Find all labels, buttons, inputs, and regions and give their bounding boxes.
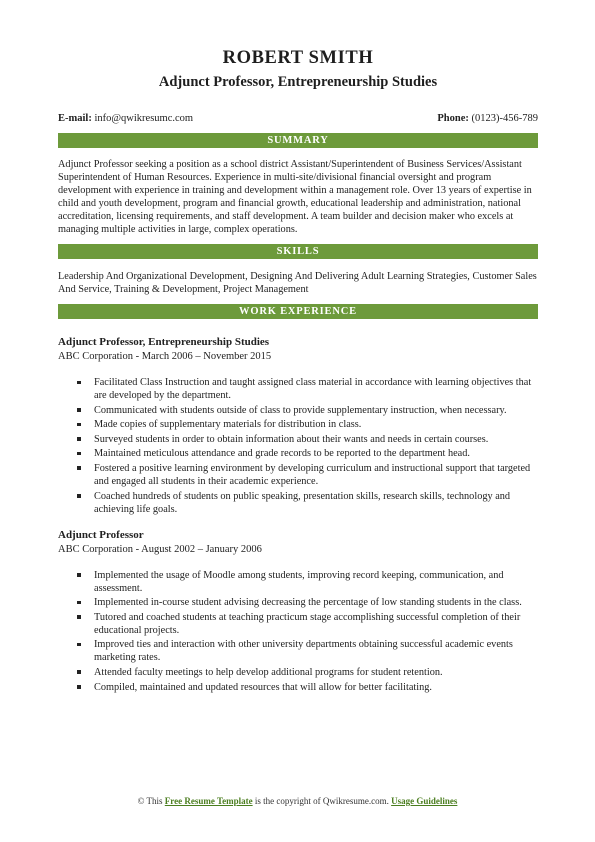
job-bullet: Implemented the usage of Moodle among students, improving record keeping, communication, and assessment. xyxy=(94,569,538,595)
job-bullet: Communicated with students outside of class to provide supplementary instruction, when necessary. xyxy=(94,404,538,417)
job-bullet: Fostered a positive learning environment by developing curriculum and instructional support that targeted and engaged all students in their academic experience. xyxy=(94,462,538,488)
job-entry xyxy=(58,528,538,694)
candidate-title: Adjunct Professor, Entrepreneurship Studies xyxy=(158,74,438,90)
contact-row xyxy=(58,112,538,126)
summary-text: Adjunct Professor seeking a position as a school district Assistant/Superintendent of Business Services/Assistant Superintendent of Human Resources. Experience in multi-site/divisional financial oversight and program development with experience in training and development within a management role. Over 13 years of expertise in child and youth development, program and financial growth, educational leadership and administration, national accreditation, licensing requirements, and staff development. A team builder and decision maker who excels at managing multiple activities in large, complex operations. xyxy=(58,159,532,235)
free-resume-template-link[interactable]: Free Resume Template xyxy=(164,796,253,806)
candidate-name: ROBERT SMITH xyxy=(222,48,374,68)
job-bullet: Attended faculty meetings to help develop additional programs for student retention. xyxy=(94,666,538,679)
job-company-dates: ABC Corporation - August 2002 – January 2006 xyxy=(58,543,262,555)
summary-heading: SUMMARY xyxy=(58,133,538,148)
phone-value: (0123)-456-789 xyxy=(471,113,538,124)
copyright-footer xyxy=(0,795,595,807)
job-company-dates: ABC Corporation - March 2006 – November 2015 xyxy=(58,351,272,362)
job-title: Adjunct Professor, Entrepreneurship Studies xyxy=(58,336,270,348)
skills-heading: SKILLS xyxy=(58,244,538,259)
email-label: E-mail: xyxy=(58,113,92,124)
job-title: Adjunct Professor xyxy=(58,528,144,541)
email-value[interactable]: info@qwikresumc.com xyxy=(94,113,194,124)
job-bullet: Maintained meticulous attendance and grade records to be reported to the department head. xyxy=(94,447,538,460)
job-bullet: Surveyed students in order to obtain information about their wants and needs in certain courses. xyxy=(94,433,538,446)
footer-middle: is the copyright of Qwikresume.com. xyxy=(252,796,392,806)
job-bullet: Coached hundreds of students on public speaking, presentation skills, research skills, technology and achieving life goals. xyxy=(94,490,538,516)
email-block xyxy=(58,112,193,126)
resume-page xyxy=(58,44,538,695)
job-bullet: Improved ties and interaction with other university departments obtaining successful academic events marketing rates. xyxy=(94,638,538,664)
job-bullet: Tutored and coached students at teaching practicum stage accomplishing successful completion of their educational projects. xyxy=(94,611,538,637)
work-experience-heading: WORK EXPERIENCE xyxy=(58,304,538,319)
skills-text: Leadership And Organizational Development, Designing And Delivering Adult Learning Strategies, Customer Sales And Service, Training & Development, Project Management xyxy=(58,271,537,295)
job-bullet: Implemented in-course student advising decreasing the percentage of low standing students in the class. xyxy=(94,596,538,609)
footer-prefix: © This xyxy=(137,796,165,806)
usage-guidelines-link[interactable]: Usage Guidelines xyxy=(391,796,458,806)
job-bullet: Compiled, maintained and updated resources that will allow for better facilitating. xyxy=(94,681,538,694)
job-bullet-list xyxy=(58,569,538,694)
phone-block xyxy=(437,112,538,126)
job-entry xyxy=(58,335,538,516)
phone-label: Phone: xyxy=(437,113,469,124)
job-bullet: Facilitated Class Instruction and taught assigned class material in accordance with learning objectives that are developed by the department. xyxy=(94,376,538,402)
job-bullet-list xyxy=(58,376,538,516)
job-bullet: Made copies of supplementary materials for distribution in class. xyxy=(94,418,538,431)
